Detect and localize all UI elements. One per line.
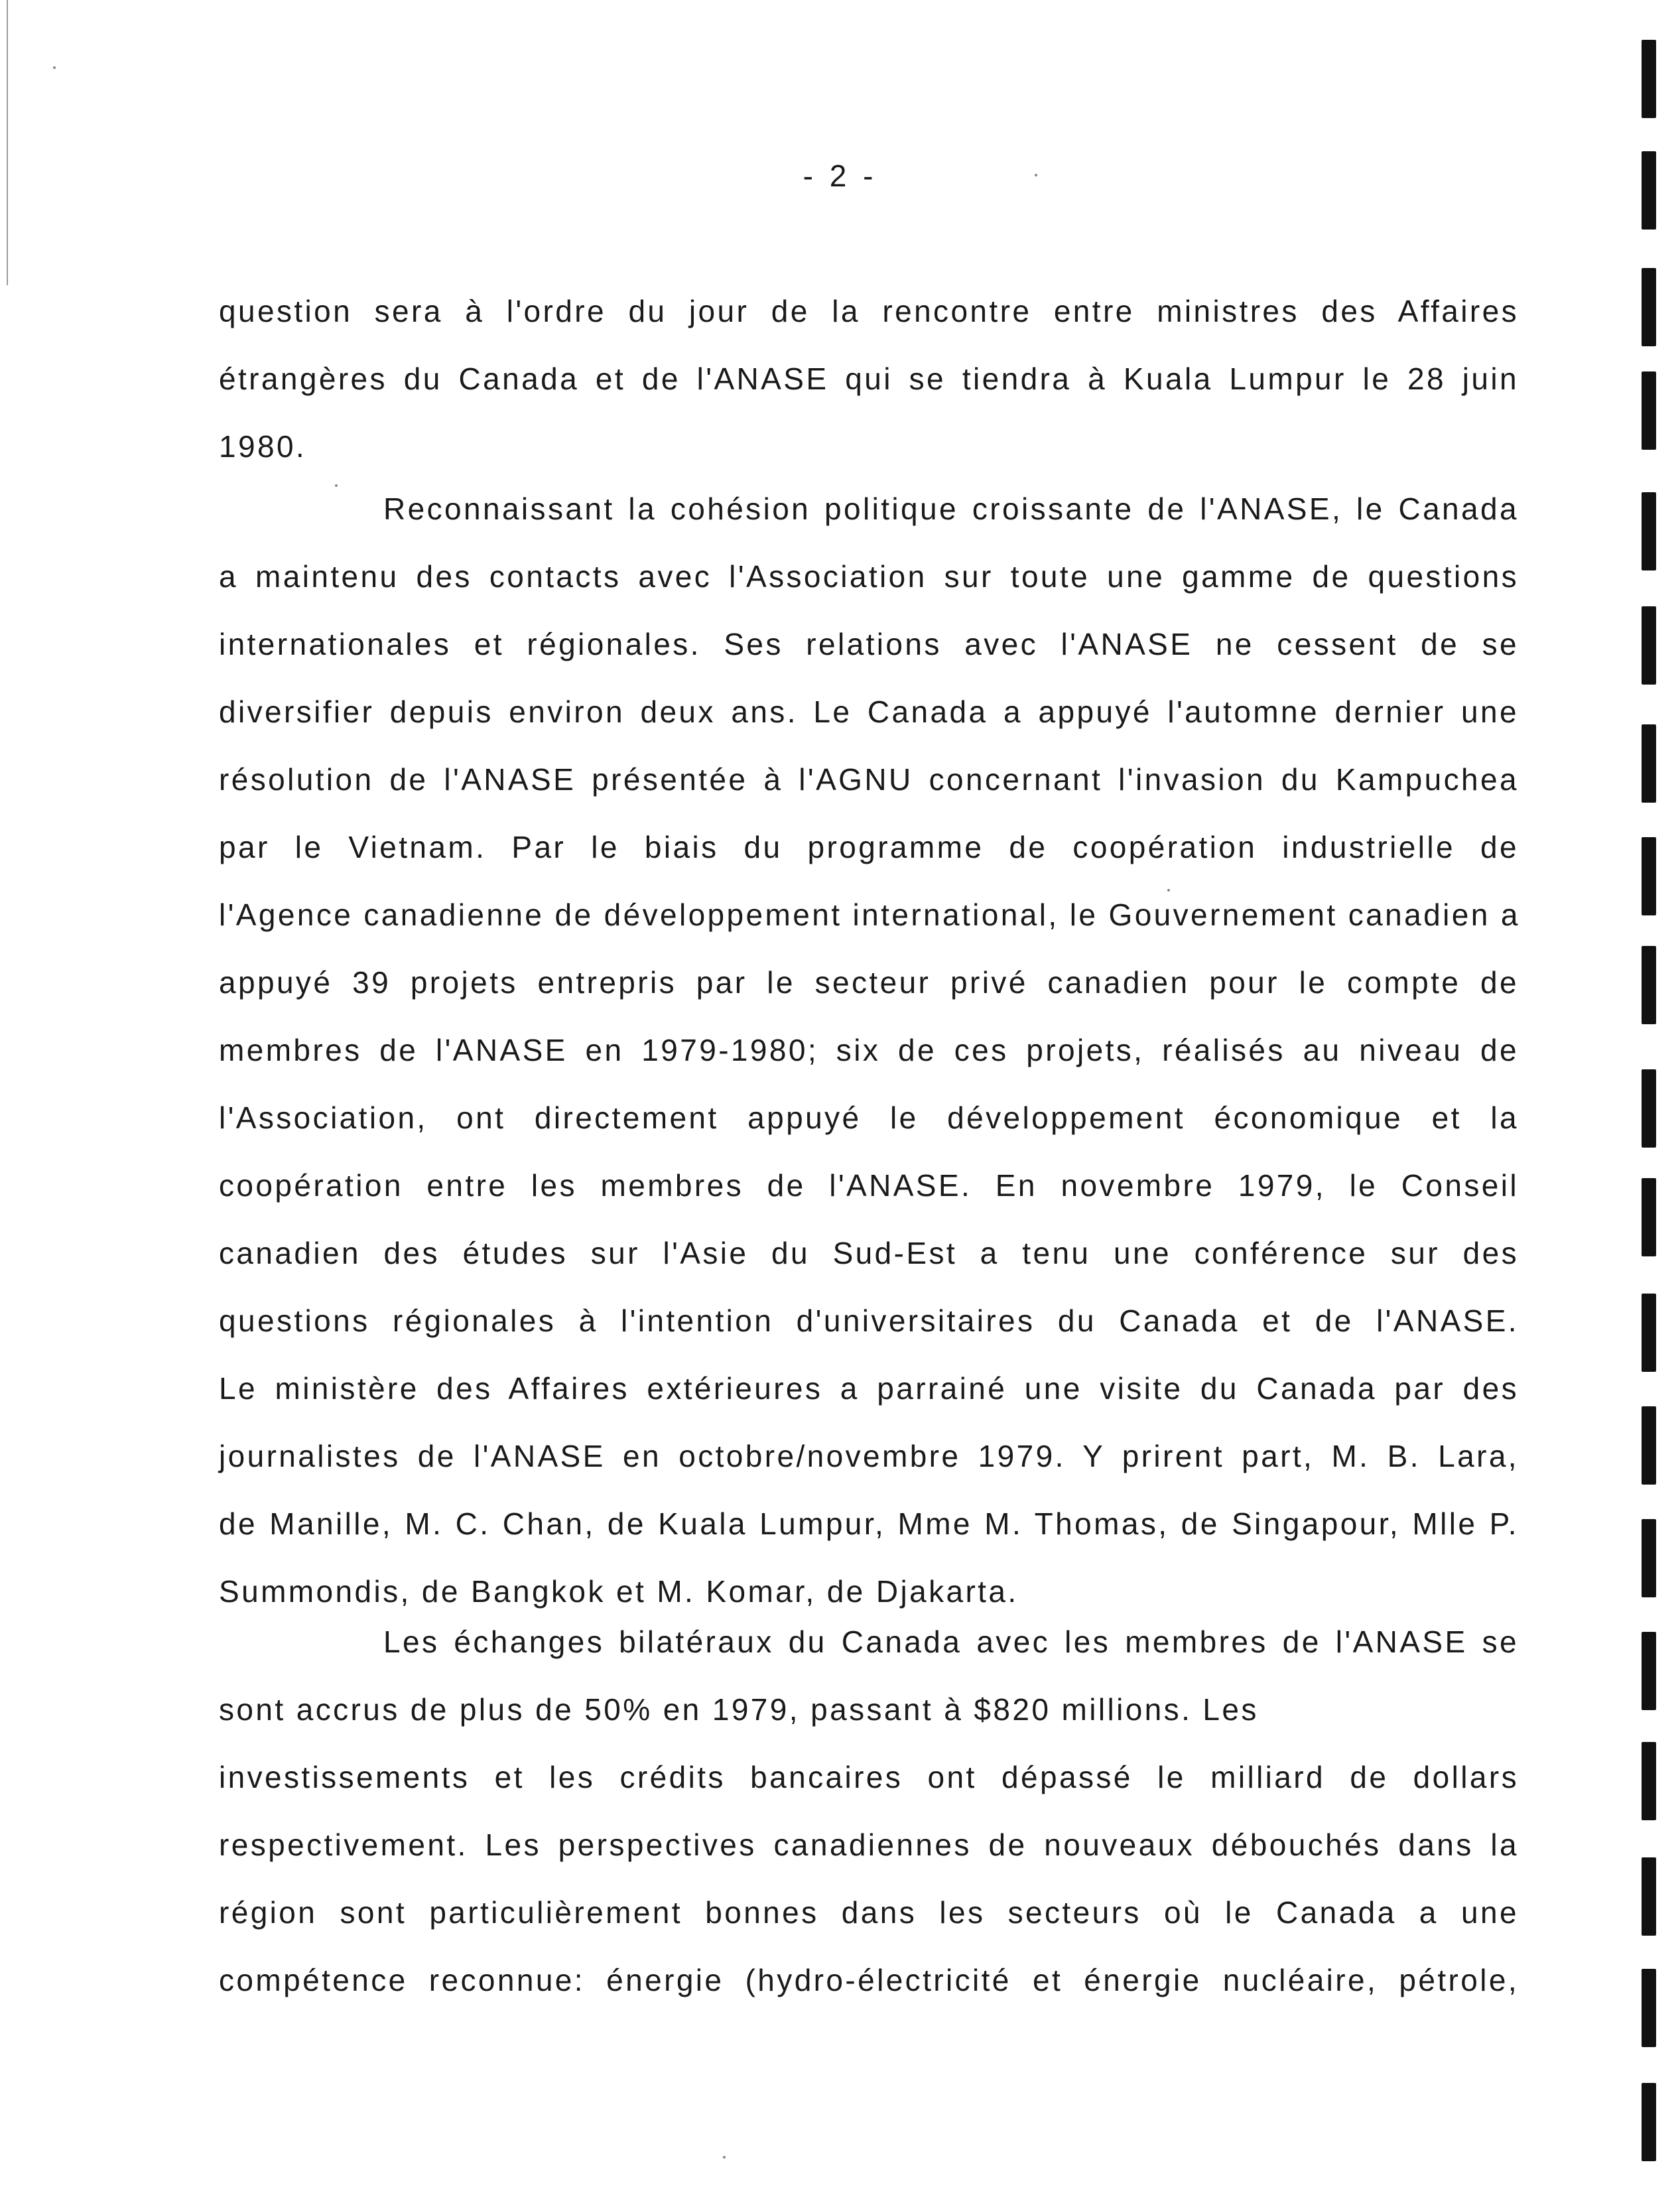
text-line: journalistes de l'ANASE en octobre/novembre 1979. Y prirent part, M. B. Lara, <box>219 1439 1519 1473</box>
text-line: investissements et les crédits bancaires ont dépassé le milliard de dollars <box>219 1760 1519 1794</box>
scan-speck <box>53 66 56 69</box>
text-line: 1980. <box>219 429 307 464</box>
revision-bar <box>1642 1178 1656 1256</box>
paragraph-1 <box>219 277 1519 480</box>
revision-bar <box>1642 1069 1656 1148</box>
revision-bar <box>1642 268 1656 346</box>
revision-bar <box>1642 1969 1656 2047</box>
text-line: région sont particulièrement bonnes dans les secteurs où le Canada a une <box>219 1895 1519 1930</box>
revision-bar <box>1642 2083 1656 2161</box>
scan-speck <box>1167 889 1170 892</box>
text-line: Les échanges bilatéraux du Canada avec les membres de l'ANASE se <box>383 1625 1519 1659</box>
revision-bar <box>1642 946 1656 1024</box>
text-line: membres de l'ANASE en 1979-1980; six de ces projets, réalisés au niveau de <box>219 1033 1519 1067</box>
text-line: appuyé 39 projets entrepris par le secteur privé canadien pour le compte de <box>219 965 1519 1000</box>
revision-bar <box>1642 1519 1656 1597</box>
text-line: diversifier depuis environ deux ans. Le Canada a appuyé l'automne dernier une <box>219 695 1519 729</box>
revision-bar <box>1642 40 1656 118</box>
revision-bar <box>1642 606 1656 685</box>
text-line: de Manille, M. C. Chan, de Kuala Lumpur, Mme M. Thomas, de Singapour, Mlle P. <box>219 1506 1519 1541</box>
revision-bar <box>1642 724 1656 803</box>
text-line: par le Vietnam. Par le biais du programme de coopération industrielle de <box>219 830 1519 864</box>
revision-bar <box>1642 1857 1656 1936</box>
text-line: sont accrus de plus de 50% en 1979, passant à $820 millions. Les <box>219 1692 1259 1727</box>
revision-bar <box>1642 1742 1656 1820</box>
text-line: résolution de l'ANASE présentée à l'AGNU concernant l'invasion du Kampuchea <box>219 762 1519 797</box>
revision-bar <box>1642 492 1656 570</box>
text-line: Le ministère des Affaires extérieures a parrainé une visite du Canada par des <box>219 1371 1519 1406</box>
scan-speck <box>1035 174 1037 176</box>
revision-bar <box>1642 1294 1656 1372</box>
text-line: étrangères du Canada et de l'ANASE qui se tiendra à Kuala Lumpur le 28 juin <box>219 362 1519 396</box>
text-line: coopération entre les membres de l'ANASE. En novembre 1979, le Conseil <box>219 1168 1519 1203</box>
text-line: internationales et régionales. Ses relations avec l'ANASE ne cessent de se <box>219 627 1519 661</box>
text-line: Reconnaissant la cohésion politique croissante de l'ANASE, le Canada <box>383 492 1519 526</box>
text-line: questions régionales à l'intention d'universitaires du Canada et de l'ANASE. <box>219 1303 1519 1338</box>
text-line: a maintenu des contacts avec l'Association sur toute une gamme de questions <box>219 559 1519 594</box>
scan-speck <box>723 2156 726 2159</box>
text-line: question sera à l'ordre du jour de la rencontre entre ministres des Affaires <box>219 294 1519 328</box>
text-line: l'Association, ont directement appuyé le développement économique et la <box>219 1101 1519 1135</box>
text-line: Summondis, de Bangkok et M. Komar, de Djakarta. <box>219 1574 1019 1609</box>
revision-bar <box>1642 1632 1656 1710</box>
left-edge-rule <box>7 0 8 285</box>
paragraph-2 <box>219 475 1519 1625</box>
paragraph-3 <box>219 1608 1519 2014</box>
scan-speck <box>335 484 338 487</box>
page-number: - 2 - <box>803 159 877 193</box>
text-line: respectivement. Les perspectives canadiennes de nouveaux débouchés dans la <box>219 1828 1519 1862</box>
text-line: l'Agence canadienne de développement international, le Gouvernement canadien a <box>219 898 1520 932</box>
revision-bar <box>1642 151 1656 230</box>
revision-bar <box>1642 1406 1656 1485</box>
text-line: compétence reconnue: énergie (hydro-électricité et énergie nucléaire, pétrole, <box>219 1963 1519 1997</box>
revision-bar <box>1642 371 1656 450</box>
text-line: canadien des études sur l'Asie du Sud-Est a tenu une conférence sur des <box>219 1236 1519 1270</box>
revision-bar <box>1642 837 1656 915</box>
